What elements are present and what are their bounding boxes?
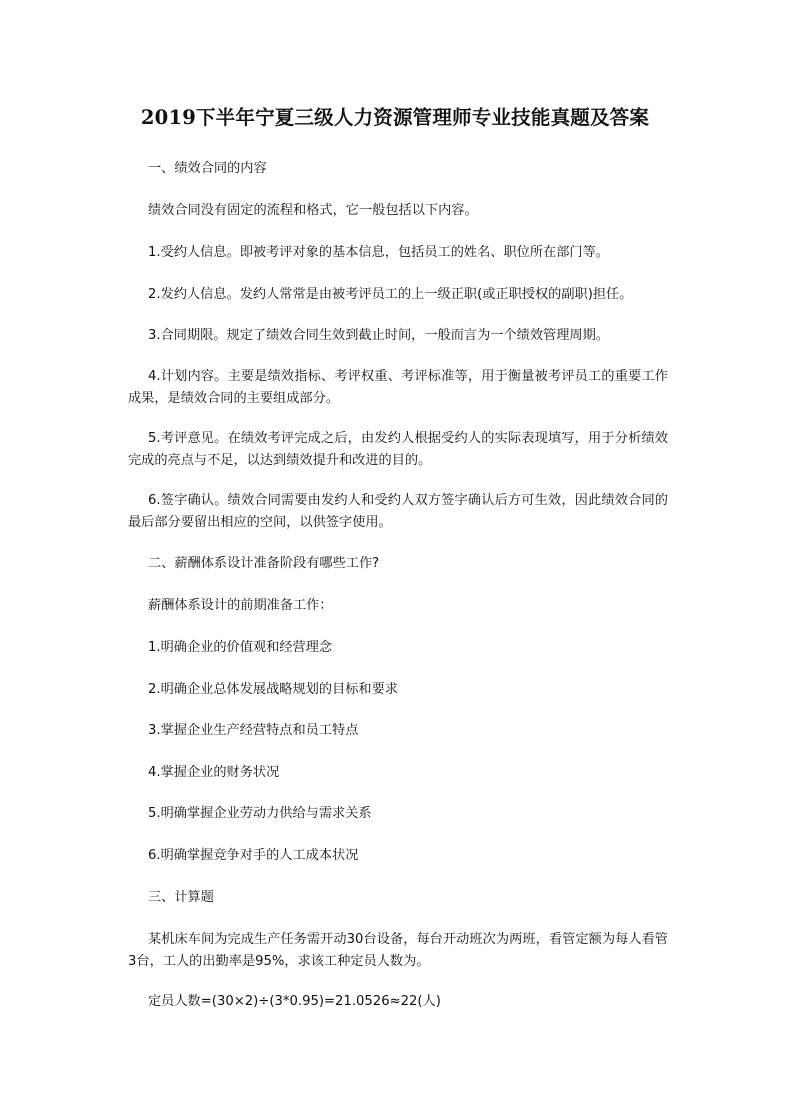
list-item: 3.掌握企业生产经营特点和员工特点 (148, 723, 359, 738)
formula-line: 定员人数=(30×2)÷(3*0.95)=21.0526≈22(人) (148, 994, 441, 1009)
document-title: 2019下半年宁夏三级人力资源管理师专业技能真题及答案 (140, 106, 650, 129)
paragraph: 某机床车间为完成生产任务需开动30台设备，每台开动班次为两班，看管定额为每人看管3台，工人的出勤率是95%，求该工种定员人数为。 (128, 932, 668, 969)
section-heading-1: 一、绩效合同的内容 (148, 161, 267, 176)
list-item: 5.明确掌握企业劳动力供给与需求关系 (148, 806, 372, 821)
list-item: 5.考评意见。在绩效考评完成之后，由发约人根据受约人的实际表现填写，用于分析绩效完成的亮点与不足，以达到绩效提升和改进的目的。 (128, 431, 668, 468)
list-item: 4.计划内容。主要是绩效指标、考评权重、考评标准等，用于衡量被考评员工的重要工作成果，是绩效合同的主要组成部分。 (128, 369, 668, 406)
list-item: 2.明确企业总体发展战略规划的目标和要求 (148, 682, 398, 697)
list-item: 1.明确企业的价值观和经营理念 (148, 640, 333, 655)
section-heading-3: 三、计算题 (148, 890, 214, 905)
list-item: 4.掌握企业的财务状况 (148, 765, 280, 780)
list-item: 2.发约人信息。发约人常常是由被考评员工的上一级正职(或正职授权的副职)担任。 (148, 287, 633, 302)
list-item: 3.合同期限。规定了绩效合同生效到截止时间，一般而言为一个绩效管理周期。 (148, 328, 609, 343)
section-heading-2: 二、薪酬体系设计准备阶段有哪些工作? (148, 556, 380, 571)
list-item: 1.受约人信息。即被考评对象的基本信息，包括员工的姓名、职位所在部门等。 (148, 245, 609, 260)
paragraph: 绩效合同没有固定的流程和格式，它一般包括以下内容。 (148, 203, 478, 218)
paragraph: 薪酬体系设计的前期准备工作： (148, 598, 333, 613)
list-item: 6.签字确认。绩效合同需要由发约人和受约人双方签字确认后方可生效，因此绩效合同的最后部分要留出相应的空间，以供签字使用。 (128, 493, 668, 530)
list-item: 6.明确掌握竞争对手的人工成本状况 (148, 848, 359, 863)
